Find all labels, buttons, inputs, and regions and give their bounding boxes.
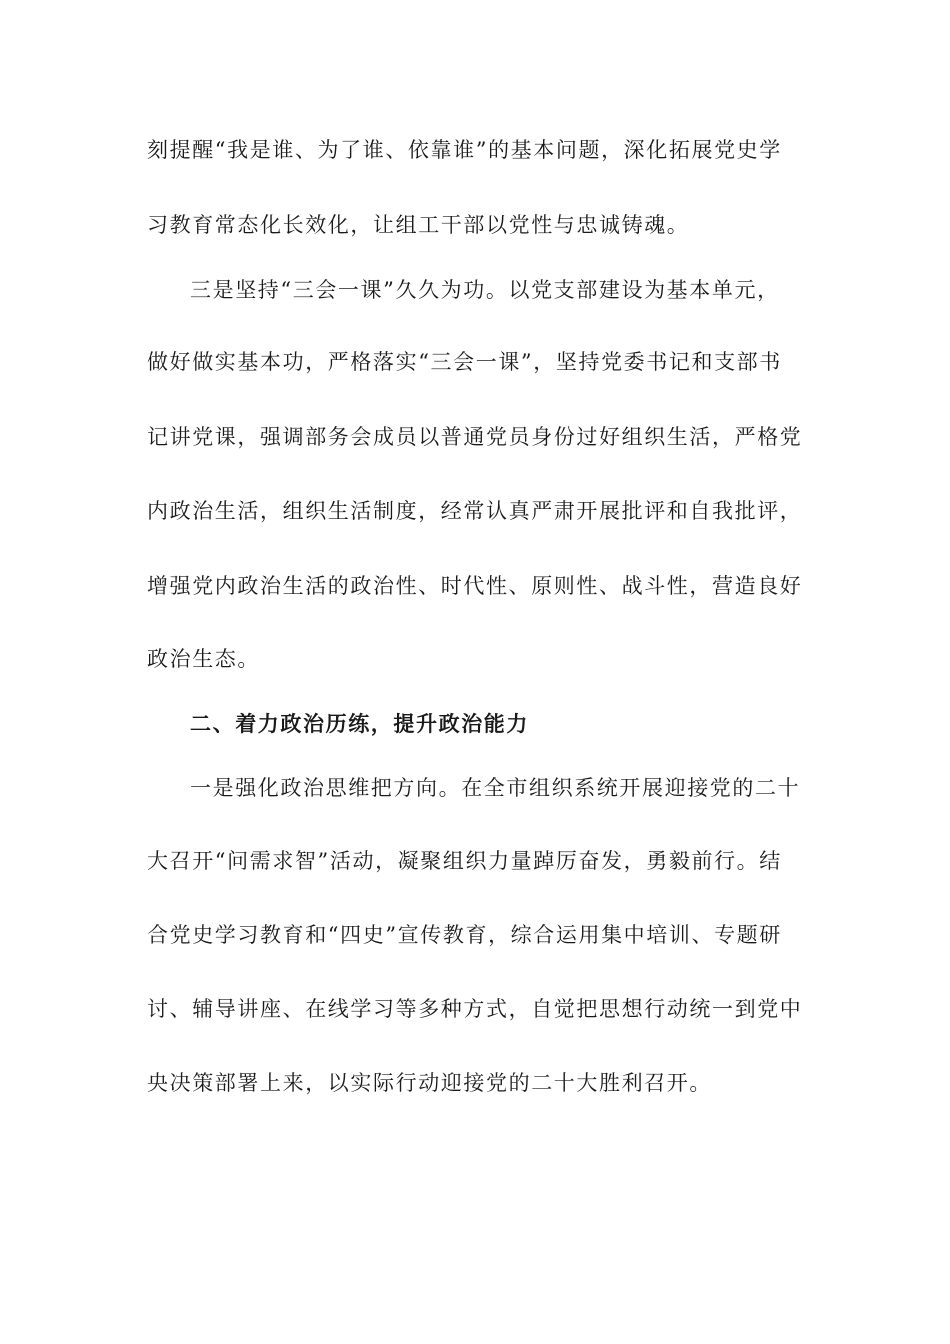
paragraph-line: 增强党内政治生活的政治性、时代性、原则性、战斗性，营造良好 <box>147 574 803 598</box>
paragraph-line: 内政治生活，组织生活制度，经常认真严肃开展批评和自我批评， <box>147 499 803 523</box>
section-heading: 二、着力政治历练，提升政治能力 <box>190 711 529 736</box>
paragraph-line: 记讲党课，强调部务会成员以普通党员身份过好组织生活，严格党 <box>147 425 803 449</box>
paragraph-line: 政治生态。 <box>147 647 260 671</box>
paragraph-line: 大召开“问需求智”活动，凝聚组织力量踔厉奋发，勇毅前行。结 <box>147 849 782 873</box>
paragraph-line: 刻提醒“我是谁、为了谁、依靠谁”的基本问题，深化拓展党史学 <box>147 138 782 162</box>
paragraph-line: 习教育常态化长效化，让组工干部以党性与忠诚铸魂。 <box>147 213 690 237</box>
paragraph-line: 一是强化政治思维把方向。在全市组织系统开展迎接党的二十 <box>190 776 801 800</box>
paragraph-line: 讨、辅导讲座、在线学习等多种方式，自觉把思想行动统一到党中 <box>147 997 803 1021</box>
paragraph-line: 三是坚持“三会一课”久久为功。以党支部建设为基本单元， <box>190 278 780 302</box>
paragraph-line: 合党史学习教育和“四史”宣传教育，综合运用集中培训、专题研 <box>147 923 782 947</box>
paragraph-line: 央决策部署上来，以实际行动迎接党的二十大胜利召开。 <box>147 1071 712 1095</box>
paragraph-line: 做好做实基本功，严格落实“三会一课”，坚持党委书记和支部书 <box>147 350 782 374</box>
